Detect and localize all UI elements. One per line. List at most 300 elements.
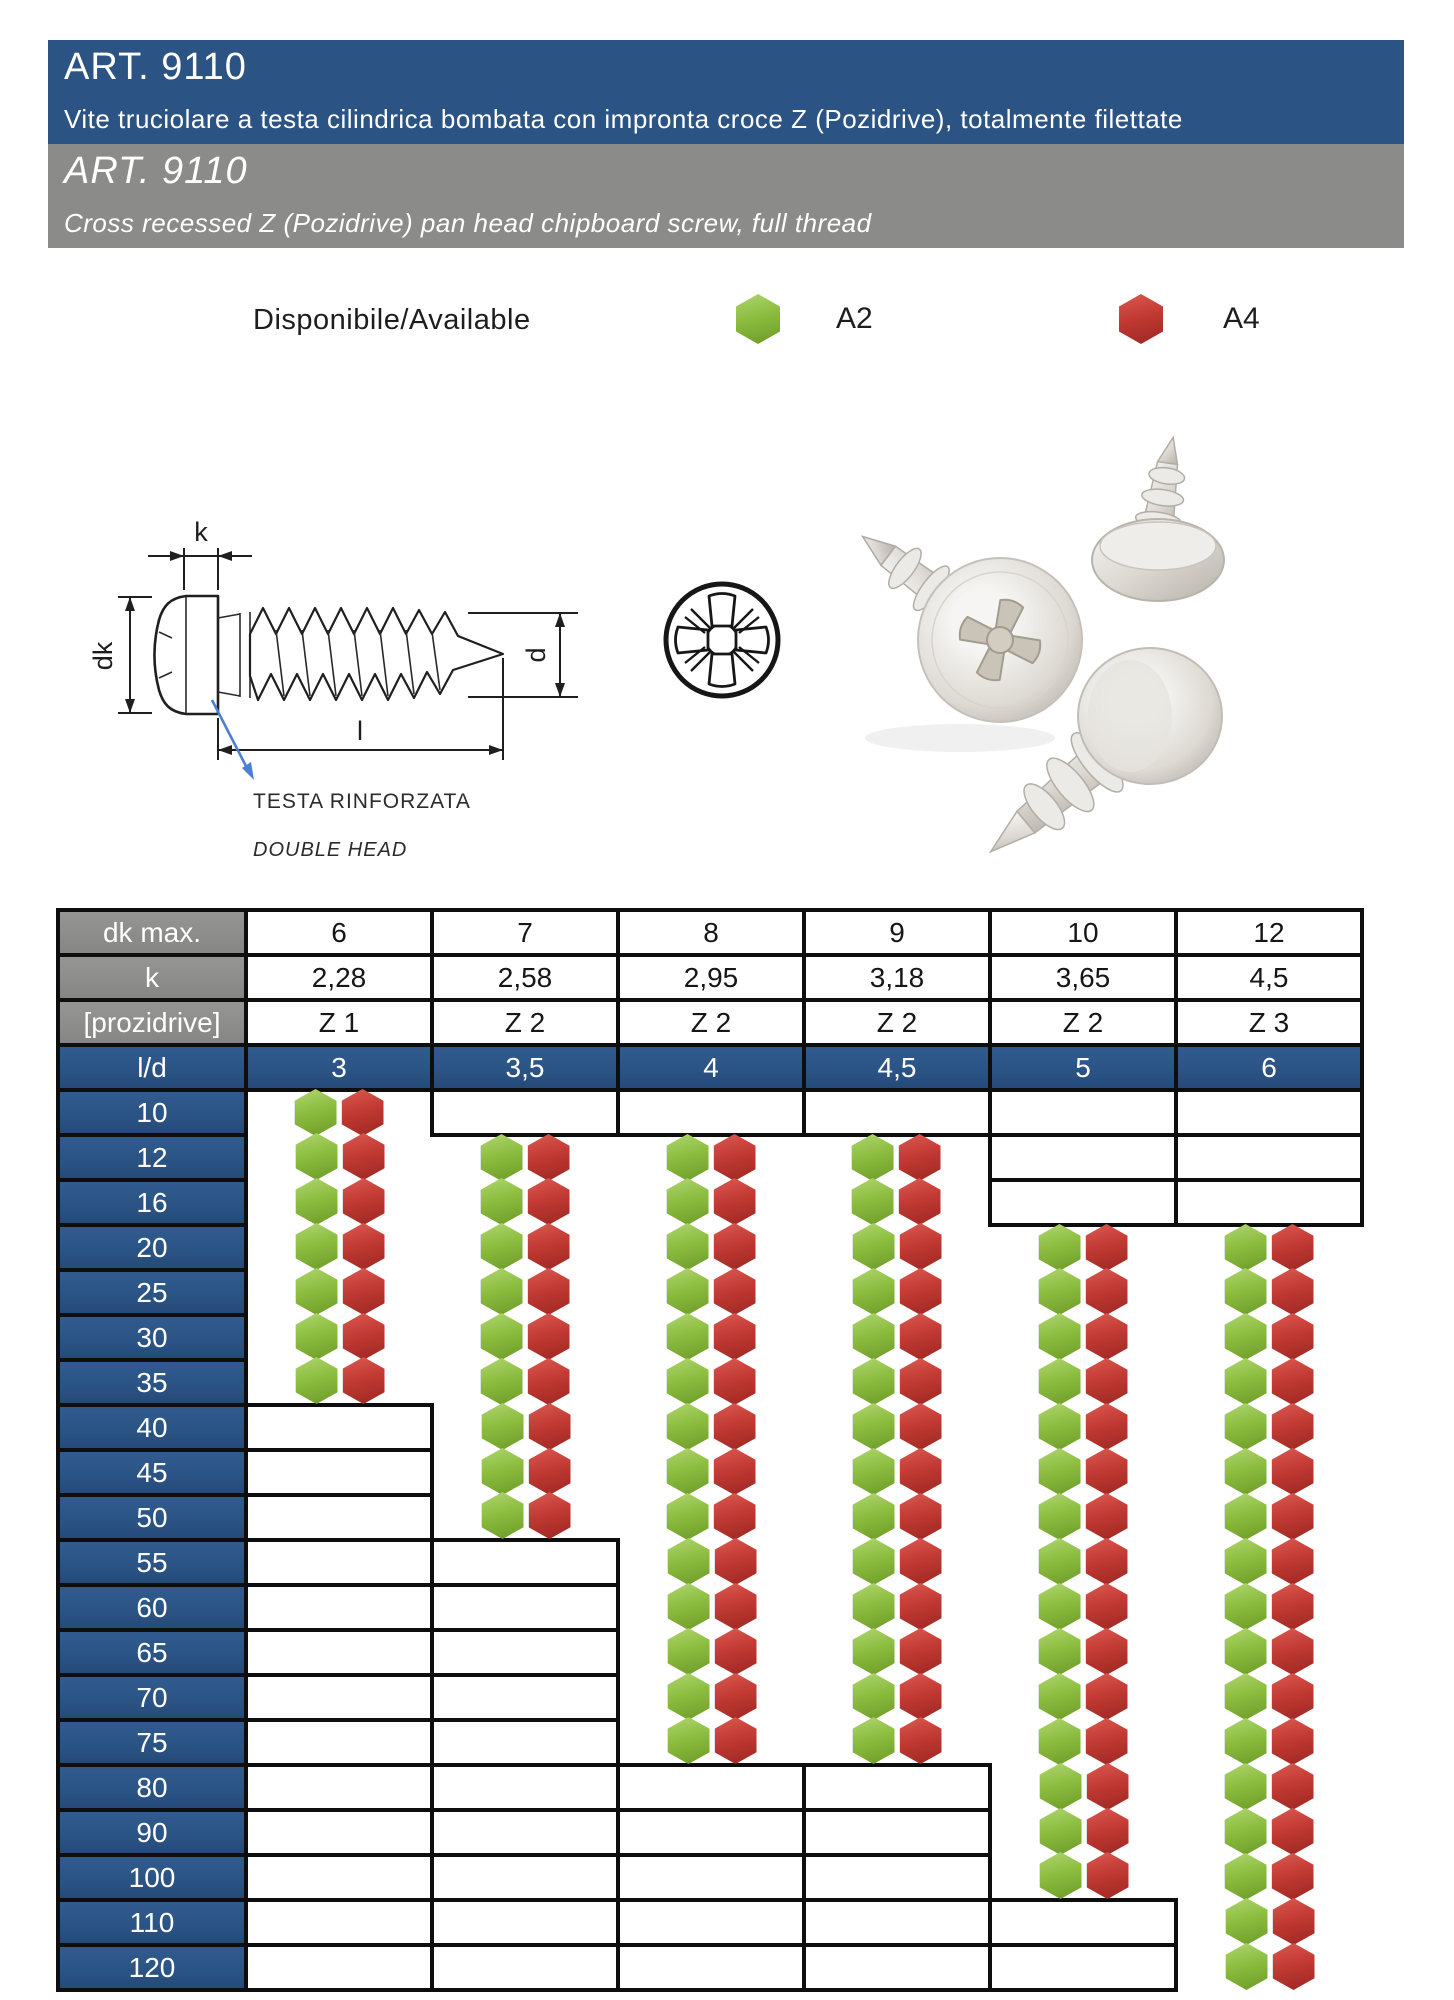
availability-a4-icon	[1086, 1583, 1128, 1630]
availability-cell	[432, 1180, 618, 1225]
availability-a4-icon	[342, 1089, 384, 1136]
header-value-cell: 6	[246, 910, 432, 955]
availability-cell	[432, 1315, 618, 1360]
availability-a4-icon	[1272, 1448, 1314, 1495]
availability-hex-pair	[434, 1449, 618, 1494]
availability-hex-pair	[248, 1314, 432, 1359]
availability-a2-icon	[1039, 1628, 1081, 1675]
availability-a2-icon	[1225, 1493, 1267, 1540]
availability-a2-icon	[1225, 1313, 1267, 1360]
availability-a4-icon	[1086, 1358, 1128, 1405]
product-photo-screws	[844, 434, 1224, 882]
availability-cell	[618, 1585, 804, 1630]
header-value-cell: 2,28	[246, 955, 432, 1000]
availability-hex-pair	[1176, 1225, 1362, 1270]
availability-cell	[246, 1225, 432, 1270]
not-available-cell	[432, 1945, 618, 1990]
availability-a4-icon	[1087, 1763, 1129, 1810]
availability-cell	[804, 1315, 990, 1360]
availability-cell	[618, 1360, 804, 1405]
length-row	[58, 1765, 1362, 1810]
availability-a2-icon	[667, 1493, 709, 1540]
availability-hex-pair	[804, 1179, 988, 1224]
length-row	[58, 1675, 1362, 1720]
not-available-cell	[1176, 1135, 1362, 1180]
availability-a2-icon	[481, 1178, 523, 1225]
length-label: 12	[58, 1135, 246, 1180]
length-row	[58, 1315, 1362, 1360]
availability-a2-icon	[853, 1358, 895, 1405]
availability-a2-icon	[482, 1448, 524, 1495]
availability-a2-icon	[482, 1403, 524, 1450]
availability-a2-icon	[296, 1223, 338, 1270]
availability-a4-icon	[900, 1313, 942, 1360]
availability-hex-pair	[992, 1853, 1176, 1898]
not-available-cell	[246, 1585, 432, 1630]
length-row	[58, 1405, 1362, 1450]
availability-a2-icon	[1225, 1268, 1267, 1315]
availability-a4-icon	[343, 1178, 385, 1225]
illustration	[0, 0, 1454, 900]
length-label: 55	[58, 1540, 246, 1585]
length-label: 100	[58, 1855, 246, 1900]
availability-a2-icon	[296, 1178, 338, 1225]
availability-cell	[432, 1450, 618, 1495]
availability-cell	[1176, 1720, 1362, 1765]
availability-a4-icon	[529, 1448, 571, 1495]
availability-a4-icon	[900, 1223, 942, 1270]
availability-cell	[1176, 1765, 1362, 1810]
availability-a2-icon	[667, 1358, 709, 1405]
availability-a2-icon	[1039, 1313, 1081, 1360]
reinforced-head-note-en: DOUBLE HEAD	[253, 839, 408, 861]
availability-cell	[804, 1135, 990, 1180]
length-label: 75	[58, 1720, 246, 1765]
availability-a4-icon	[714, 1178, 756, 1225]
header-value-cell: Z 1	[246, 1000, 432, 1045]
header-value-cell: 9	[804, 910, 990, 955]
availability-hex-pair	[1176, 1764, 1362, 1809]
not-available-cell	[618, 1810, 804, 1855]
length-row	[58, 1180, 1362, 1225]
availability-a4-icon	[714, 1313, 756, 1360]
availability-a4-icon	[529, 1492, 571, 1539]
availability-a4-icon	[1272, 1808, 1314, 1855]
availability-a2-icon	[1225, 1853, 1267, 1900]
availability-cell	[1176, 1450, 1362, 1495]
availability-hex-pair	[804, 1359, 990, 1404]
availability-cell	[804, 1360, 990, 1405]
availability-hex-pair	[620, 1674, 804, 1719]
availability-a2-icon	[296, 1268, 338, 1315]
availability-cell	[804, 1720, 990, 1765]
availability-a4-icon	[1086, 1493, 1128, 1540]
availability-cell	[246, 1135, 432, 1180]
availability-a2-icon	[1040, 1852, 1082, 1899]
availability-cell	[804, 1630, 990, 1675]
length-row	[58, 1945, 1362, 1990]
availability-cell	[1176, 1270, 1362, 1315]
not-available-cell	[432, 1630, 618, 1675]
not-available-cell	[990, 1900, 1176, 1945]
availability-a4-icon	[343, 1357, 385, 1404]
availability-cell	[804, 1540, 990, 1585]
availability-a2-icon	[1225, 1538, 1267, 1585]
availability-a2-icon	[481, 1268, 523, 1315]
availability-a2-icon	[853, 1583, 895, 1630]
availability-a2-icon	[667, 1268, 709, 1315]
availability-hex-pair	[618, 1494, 804, 1539]
availability-hex-pair	[618, 1135, 804, 1180]
not-available-cell	[432, 1540, 618, 1585]
availability-hex-pair	[620, 1718, 804, 1763]
availability-hex-pair	[1176, 1719, 1362, 1764]
not-available-cell	[804, 1765, 990, 1810]
availability-a4-icon	[1087, 1808, 1129, 1855]
availability-cell	[618, 1180, 804, 1225]
header-row	[58, 955, 1362, 1000]
availability-hex-pair	[804, 1629, 990, 1674]
availability-a2-icon	[1226, 1898, 1268, 1945]
availability-a4-icon	[900, 1538, 942, 1585]
header-row-label: dk max.	[58, 910, 246, 955]
availability-a4-icon	[715, 1583, 757, 1630]
availability-cell	[990, 1810, 1176, 1855]
not-available-cell	[246, 1495, 432, 1540]
not-available-cell	[246, 1945, 432, 1990]
availability-a2-icon	[1039, 1538, 1081, 1585]
length-label: 40	[58, 1405, 246, 1450]
availability-a2-icon	[1225, 1673, 1267, 1720]
availability-hex-pair	[990, 1314, 1176, 1359]
availability-a4-icon	[1273, 1943, 1315, 1990]
availability-hex-pair	[804, 1314, 990, 1359]
availability-hex-pair	[1176, 1494, 1362, 1539]
availability-a2-icon	[668, 1628, 710, 1675]
header-row-label: l/d	[58, 1045, 246, 1090]
availability-a2-icon	[1225, 1718, 1267, 1765]
availability-a4-icon	[714, 1268, 756, 1315]
length-label: 16	[58, 1180, 246, 1225]
availability-hex-pair	[804, 1404, 990, 1449]
length-row	[58, 1630, 1362, 1675]
availability-cell	[990, 1405, 1176, 1450]
availability-hex-pair	[1176, 1674, 1362, 1719]
availability-hex-pair	[618, 1269, 804, 1314]
not-available-cell	[432, 1900, 618, 1945]
availability-hex-pair	[804, 1135, 988, 1180]
availability-cell	[618, 1135, 804, 1180]
availability-a4-icon	[528, 1223, 570, 1270]
availability-cell	[804, 1180, 990, 1225]
availability-hex-pair	[804, 1494, 990, 1539]
availability-cell	[1176, 1945, 1362, 1990]
availability-a4-icon	[900, 1403, 942, 1450]
length-label: 30	[58, 1315, 246, 1360]
not-available-cell	[432, 1810, 618, 1855]
length-row	[58, 1720, 1362, 1765]
availability-cell	[804, 1675, 990, 1720]
length-row	[58, 1450, 1362, 1495]
not-available-cell	[1176, 1090, 1362, 1135]
header-row-label: [prozidrive]	[58, 1000, 246, 1045]
length-row	[58, 1270, 1362, 1315]
availability-cell	[1176, 1675, 1362, 1720]
availability-cell	[990, 1585, 1176, 1630]
availability-a4-icon	[900, 1268, 942, 1315]
availability-a2-icon	[853, 1628, 895, 1675]
availability-hex-pair	[618, 1404, 804, 1449]
availability-hex-pair	[1176, 1629, 1362, 1674]
availability-a2-icon	[296, 1313, 338, 1360]
availability-a2-icon	[481, 1313, 523, 1360]
availability-hex-pair	[620, 1584, 804, 1629]
availability-hex-pair	[432, 1359, 618, 1404]
not-available-cell	[804, 1945, 990, 1990]
length-row	[58, 1495, 1362, 1540]
not-available-cell	[246, 1810, 432, 1855]
availability-a2-icon	[668, 1717, 710, 1764]
availability-a2-icon	[1039, 1448, 1081, 1495]
not-available-cell	[990, 1180, 1176, 1225]
availability-hex-pair	[434, 1404, 618, 1449]
availability-hex-pair	[432, 1179, 618, 1224]
not-available-cell	[618, 1765, 804, 1810]
availability-cell	[1176, 1405, 1362, 1450]
not-available-cell	[1176, 1180, 1362, 1225]
not-available-cell	[246, 1720, 432, 1765]
availability-hex-pair	[248, 1224, 432, 1269]
availability-hex-pair	[1176, 1314, 1362, 1359]
availability-hex-pair	[804, 1539, 990, 1584]
not-available-cell	[432, 1720, 618, 1765]
availability-a4-icon	[1272, 1358, 1314, 1405]
availability-hex-pair	[618, 1359, 804, 1404]
availability-a2-icon	[1039, 1718, 1081, 1765]
header-value-cell: 2,58	[432, 955, 618, 1000]
availability-a2-icon	[481, 1223, 523, 1270]
not-available-cell	[618, 1855, 804, 1900]
availability-hex-pair	[1176, 1809, 1362, 1854]
availability-hex-pair	[248, 1134, 432, 1179]
availability-a4-icon	[900, 1673, 942, 1720]
availability-cell	[1176, 1315, 1362, 1360]
article-title-en: ART. 9110	[64, 150, 248, 192]
availability-cell	[1176, 1585, 1362, 1630]
availability-a2-icon	[295, 1089, 337, 1136]
availability-hex-pair	[804, 1449, 990, 1494]
availability-a4-icon	[900, 1717, 942, 1764]
availability-cell	[618, 1270, 804, 1315]
article-subtitle-it: Vite truciolare a testa cilindrica bombata con impronta croce Z (Pozidrive), totalmente filettate	[64, 104, 1183, 135]
l-dimension-label: l	[357, 716, 363, 746]
availability-cell	[432, 1135, 618, 1180]
availability-cell	[246, 1180, 432, 1225]
availability-cell	[432, 1225, 618, 1270]
availability-a2-icon	[853, 1448, 895, 1495]
availability-hex-pair	[1176, 1539, 1362, 1584]
not-available-cell	[804, 1810, 990, 1855]
availability-a2-icon	[1039, 1673, 1081, 1720]
availability-a4-icon	[1086, 1403, 1128, 1450]
availability-a4-icon	[343, 1313, 385, 1360]
availability-cell	[990, 1855, 1176, 1900]
availability-hex-pair	[804, 1269, 990, 1314]
availability-hex-pair	[248, 1090, 430, 1135]
availability-a4-icon	[529, 1403, 571, 1450]
not-available-cell	[246, 1675, 432, 1720]
length-row	[58, 1090, 1362, 1135]
availability-a4-icon	[528, 1358, 570, 1405]
availability-a4-icon	[899, 1178, 941, 1225]
availability-hex-pair	[620, 1629, 804, 1674]
length-label: 35	[58, 1360, 246, 1405]
length-label: 80	[58, 1765, 246, 1810]
header-row	[58, 1000, 1362, 1045]
availability-hex-pair	[248, 1179, 432, 1224]
availability-a2-icon	[852, 1134, 894, 1181]
availability-hex-pair	[1176, 1269, 1362, 1314]
length-row	[58, 1810, 1362, 1855]
length-label: 60	[58, 1585, 246, 1630]
availability-cell	[990, 1495, 1176, 1540]
availability-cell	[1176, 1540, 1362, 1585]
availability-a2-icon	[852, 1178, 894, 1225]
availability-cell	[432, 1270, 618, 1315]
not-available-cell	[804, 1090, 990, 1135]
availability-a4-icon	[343, 1223, 385, 1270]
a2-code: A2	[836, 302, 873, 335]
availability-a2-icon	[853, 1403, 895, 1450]
ld-value-cell: 4	[618, 1045, 804, 1090]
availability-a2-icon	[296, 1357, 338, 1404]
availability-cell	[990, 1630, 1176, 1675]
availability-hex-pair	[990, 1584, 1176, 1629]
availability-a4-icon	[1272, 1493, 1314, 1540]
availability-a4-icon	[1272, 1853, 1314, 1900]
availability-hex-pair	[992, 1809, 1176, 1854]
availability-hex-pair	[1176, 1854, 1362, 1899]
availability-a4-icon	[714, 1134, 756, 1181]
availability-cell	[432, 1495, 618, 1540]
length-label: 110	[58, 1900, 246, 1945]
availability-cell	[804, 1495, 990, 1540]
availability-hex-pair	[1176, 1449, 1362, 1494]
availability-a4-icon	[1086, 1628, 1128, 1675]
availability-cell	[618, 1630, 804, 1675]
availability-cell	[1176, 1225, 1362, 1270]
size-table	[56, 908, 1364, 1992]
availability-hex-pair	[990, 1674, 1176, 1719]
availability-hex-pair	[1176, 1584, 1362, 1629]
availability-hex-pair	[990, 1539, 1176, 1584]
availability-hex-pair	[990, 1404, 1176, 1449]
availability-a4-icon	[900, 1493, 942, 1540]
availability-a4-icon	[714, 1358, 756, 1405]
header-value-cell: 12	[1176, 910, 1362, 955]
availability-cell	[804, 1585, 990, 1630]
availability-cell	[432, 1405, 618, 1450]
header-row	[58, 910, 1362, 955]
ld-value-cell: 3,5	[432, 1045, 618, 1090]
length-label: 65	[58, 1630, 246, 1675]
header-value-cell: 3,65	[990, 955, 1176, 1000]
availability-a4-icon	[1272, 1763, 1314, 1810]
not-available-cell	[990, 1090, 1176, 1135]
not-available-cell	[432, 1855, 618, 1900]
availability-a2-icon	[667, 1313, 709, 1360]
length-label: 70	[58, 1675, 246, 1720]
availability-cell	[990, 1315, 1176, 1360]
availability-a4-icon	[1272, 1538, 1314, 1585]
availability-a4-icon	[900, 1583, 942, 1630]
availability-cell	[618, 1450, 804, 1495]
availability-a4-icon	[900, 1448, 942, 1495]
availability-a4-icon	[714, 1493, 756, 1540]
availability-a4-icon	[1086, 1313, 1128, 1360]
availability-a2-icon	[1039, 1583, 1081, 1630]
availability-hex-pair	[1176, 1404, 1362, 1449]
availability-a4-icon	[528, 1313, 570, 1360]
article-title-it: ART. 9110	[64, 46, 247, 88]
header-row-label: k	[58, 955, 246, 1000]
a4-code: A4	[1223, 302, 1260, 335]
availability-a4-icon	[1272, 1718, 1314, 1765]
not-available-cell	[432, 1090, 618, 1135]
length-label: 45	[58, 1450, 246, 1495]
length-label: 120	[58, 1945, 246, 1990]
header-value-cell: 2,95	[618, 955, 804, 1000]
ld-value-cell: 6	[1176, 1045, 1362, 1090]
availability-a2-icon	[1039, 1358, 1081, 1405]
availability-a2-icon	[1225, 1403, 1267, 1450]
availability-cell	[246, 1360, 432, 1405]
length-row	[58, 1135, 1362, 1180]
availability-hex-pair	[248, 1358, 432, 1403]
availability-hex-pair	[990, 1225, 1176, 1270]
availability-cell	[618, 1225, 804, 1270]
availability-cell	[246, 1270, 432, 1315]
reinforced-head-note-it: TESTA RINFORZATA	[253, 790, 471, 813]
availability-hex-pair	[618, 1314, 804, 1359]
length-label: 90	[58, 1810, 246, 1855]
availability-cell	[618, 1720, 804, 1765]
availability-a4-icon	[714, 1223, 756, 1270]
ld-value-cell: 3	[246, 1045, 432, 1090]
length-row	[58, 1540, 1362, 1585]
availability-cell	[1176, 1810, 1362, 1855]
length-label: 50	[58, 1495, 246, 1540]
availability-a2-icon	[482, 1492, 524, 1539]
availability-cell	[618, 1540, 804, 1585]
availability-cell	[618, 1495, 804, 1540]
availability-hex-pair	[990, 1269, 1176, 1314]
availability-a4-icon	[900, 1358, 942, 1405]
length-row	[58, 1900, 1362, 1945]
availability-hex-pair	[992, 1764, 1176, 1809]
ld-value-cell: 5	[990, 1045, 1176, 1090]
availability-a2-icon	[1225, 1583, 1267, 1630]
availability-hex-pair	[1178, 1944, 1362, 1989]
availability-hex-pair	[432, 1135, 618, 1180]
availability-hex-pair	[990, 1494, 1176, 1539]
availability-a4-icon	[900, 1628, 942, 1675]
availability-hex-pair	[248, 1269, 432, 1314]
not-available-cell	[246, 1450, 432, 1495]
availability-a4-icon	[714, 1448, 756, 1495]
header-value-cell: 3,18	[804, 955, 990, 1000]
availability-a2-icon	[667, 1448, 709, 1495]
